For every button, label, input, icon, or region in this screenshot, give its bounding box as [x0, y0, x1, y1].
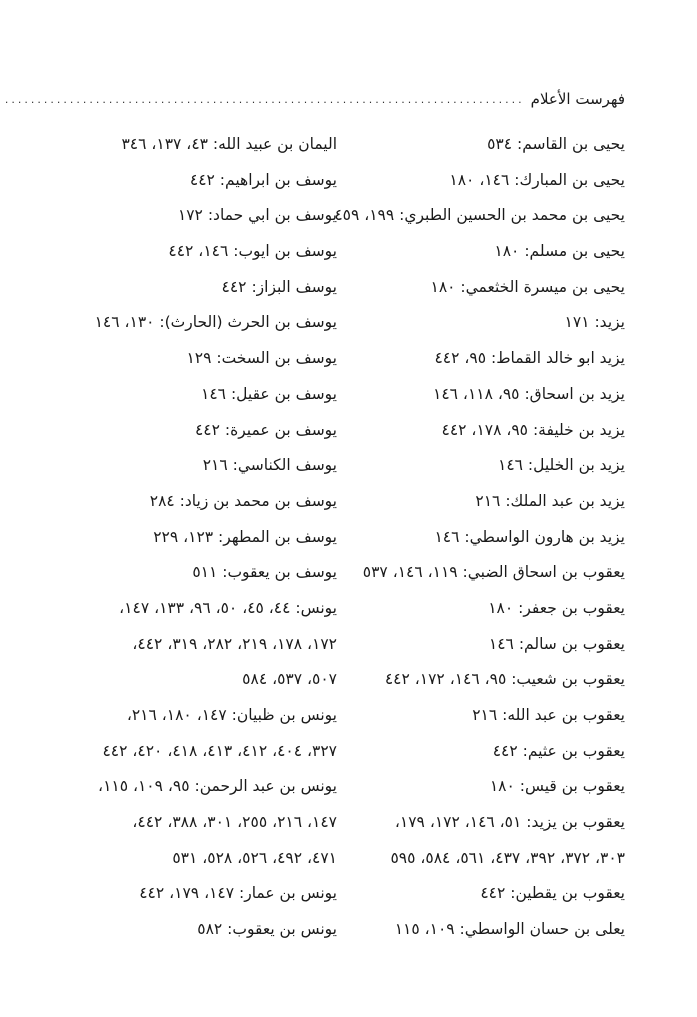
index-entry: يعقوب بن قيس: ١٨٠: [489, 777, 625, 796]
index-entry: يوسف بن عقيل: ١٤٦: [201, 384, 337, 403]
index-entry: يوسف الكناسي: ٢١٦: [202, 456, 337, 475]
index-entry: ٣٢٧، ٤٠٤، ٤١٢، ٤١٣، ٤١٨، ٤٢٠، ٤٤٢: [102, 741, 337, 760]
index-column-right: [334, 127, 625, 948]
index-entry: يونس بن يعقوب: ٥٨٢: [197, 920, 337, 939]
index-entry: يوسف بن ابي حماد: ١٧٢: [177, 206, 337, 225]
index-entry: يونس بن ظبيان: ١٤٧، ١٨٠، ٢١٦،: [126, 706, 337, 724]
index-entry: يزيد: ١٧١: [564, 313, 625, 332]
index-entry: يعقوب بن اسحاق الضبي: ١١٩، ١٤٦، ٥٣٧: [362, 563, 625, 582]
index-entry: يزيد بن هارون الواسطي: ١٤٦: [434, 527, 625, 546]
index-entry: يوسف بن السخت: ١٢٩: [186, 349, 337, 368]
index-entry: يزيد بن خليفة: ٩٥، ١٧٨، ٤٤٢: [441, 420, 625, 439]
index-entry: ٥٠٧، ٥٣٧، ٥٨٤: [242, 670, 337, 689]
header-title: فهرست الأعلام: [530, 90, 625, 108]
index-entry: يوسف بن محمد بن زياد: ٢٨٤: [149, 491, 337, 510]
index-entry: يوسف بن ايوب: ١٤٦، ٤٤٢: [168, 242, 337, 261]
index-entry: يعقوب بن شعيب: ٩٥، ١٤٦، ١٧٢، ٤٤٢: [384, 670, 625, 689]
index-entry: يزيد بن عبد الملك: ٢١٦: [475, 491, 625, 510]
index-entry: يحيى بن محمد بن الحسين الطبري: ١٩٩، ٤٥٩: [334, 206, 625, 225]
index-column-left: [69, 127, 337, 948]
index-entry: يزيد بن اسحاق: ٩٥، ١١٨، ١٤٦: [433, 384, 625, 403]
index-entry: ٤٧١، ٤٩٢، ٥٢٦، ٥٢٨، ٥٣١: [172, 848, 337, 867]
index-entry: يعقوب بن عبد الله: ٢١٦: [472, 706, 625, 724]
page-header: [4, 86, 625, 112]
index-entry: يعقوب بن يزيد: ٥١، ١٤٦، ١٧٢، ١٧٩،: [394, 813, 625, 832]
index-entry: اليمان بن عبيد الله: ٤٣، ١٣٧، ٣٤٦: [121, 135, 337, 153]
index-entry: يزيد بن الخليل: ١٤٦: [498, 456, 625, 475]
index-entry: يحيى بن المبارك: ١٤٦، ١٨٠: [449, 170, 625, 189]
index-entry: يعقوب بن جعفر: ١٨٠: [488, 598, 625, 617]
index-entry: يوسف بن عميرة: ٤٤٢: [194, 420, 337, 439]
index-entry: يعقوب بن عثيم: ٤٤٢: [492, 741, 625, 760]
index-entry: يونس بن عمار: ١٤٧، ١٧٩، ٤٤٢: [139, 884, 337, 903]
index-entry: يوسف بن المطهر: ١٢٣، ٢٢٩: [153, 527, 337, 546]
header-dot-leader: ................................................................................: [4, 92, 525, 106]
index-entry: يحيى بن ميسرة الخثعمي: ١٨٠: [430, 277, 625, 296]
index-entry: يعقوب بن يقطين: ٤٤٢: [480, 884, 625, 903]
index-entry: يوسف بن الحرث (الحارث): ١٣٠، ١٤٦: [94, 313, 337, 332]
index-entry: ١٤٧، ٢١٦، ٢٥٥، ٣٠١، ٣٨٨، ٤٤٢،: [132, 813, 337, 832]
index-entry: يونس بن عبد الرحمن: ٩٥، ١٠٩، ١١٥،: [98, 777, 337, 796]
index-entry: يزيد ابو خالد القماط: ٩٥، ٤٤٢: [434, 349, 625, 368]
index-entry: يعلى بن حسان الواسطي: ١٠٩، ١١٥: [394, 920, 625, 939]
index-entry: ٣٠٣، ٣٧٢، ٣٩٢، ٤٣٧، ٥٦١، ٥٨٤، ٥٩٥: [390, 848, 625, 867]
index-entry: يونس: ٤٤، ٤٥، ٥٠، ٩٦، ١٣٣، ١٤٧،: [119, 598, 337, 617]
index-entry: يحيى بن القاسم: ٥٣٤: [487, 135, 625, 153]
index-entry: يوسف بن ابراهيم: ٤٤٢: [189, 170, 337, 189]
index-entry: يوسف البزاز: ٤٤٢: [221, 277, 337, 296]
index-entry: يحيى بن مسلم: ١٨٠: [494, 242, 625, 261]
index-entry: يوسف بن يعقوب: ٥١١: [192, 563, 337, 582]
index-entry: ١٧٢، ١٧٨، ٢١٩، ٢٨٢، ٣١٩، ٤٤٢،: [132, 634, 337, 653]
index-entry: يعقوب بن سالم: ١٤٦: [488, 634, 625, 653]
